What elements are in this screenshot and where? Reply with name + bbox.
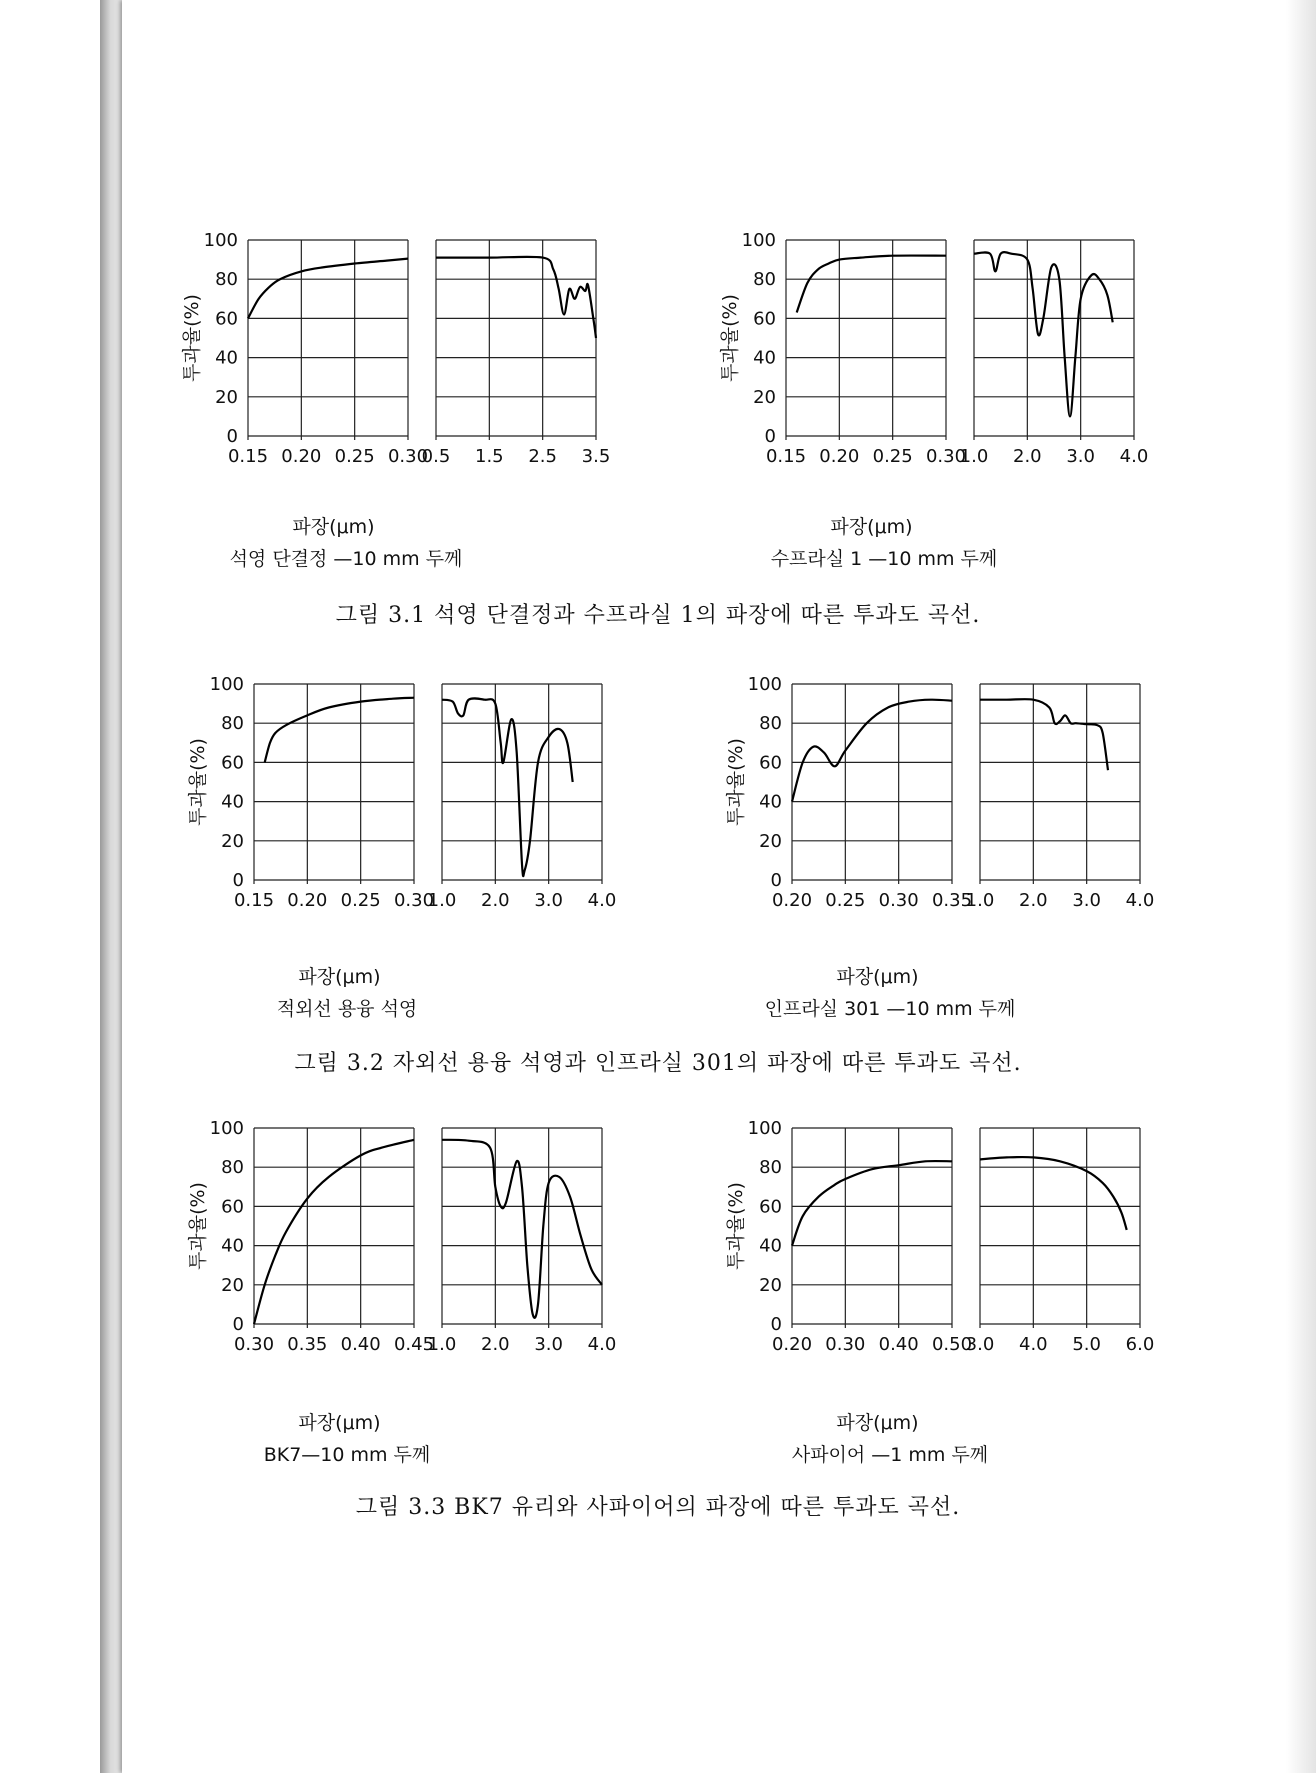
- chart-panel: [422, 240, 611, 467]
- chart-subtitle: BK7—10 mm 두께: [263, 1444, 431, 1466]
- series-line: [265, 698, 414, 763]
- chart-panel: [772, 684, 972, 911]
- y-axis-title: 투과율(%): [725, 738, 747, 826]
- chart-subtitle: 석영 단결정 —10 mm 두께: [229, 548, 463, 570]
- x-tick-label: 4.0: [1019, 1334, 1048, 1355]
- x-tick-label: 0.25: [334, 446, 375, 467]
- y-tick-label: 80: [753, 269, 776, 291]
- x-tick-label: 1.0: [427, 890, 457, 911]
- figure-caption: 그림 3.2 자외선 용융 석영과 인프라실 301의 파장에 따른 투과도 곡선.: [294, 1051, 1022, 1076]
- x-tick-label: 2.0: [481, 1334, 510, 1355]
- x-tick-label: 0.25: [825, 890, 866, 911]
- x-tick-label: 3.0: [1066, 446, 1095, 467]
- chart-bk7: [187, 1118, 622, 1364]
- chart-subtitle: 사파이어 —1 mm 두께: [791, 1444, 989, 1466]
- y-tick-label: 100: [203, 230, 238, 251]
- series-line: [797, 256, 946, 313]
- x-tick-label: 2.0: [1019, 890, 1048, 911]
- y-tick-label: 60: [221, 1196, 244, 1218]
- x-tick-label: 2.0: [1013, 446, 1042, 467]
- chart-svg: [725, 674, 1160, 920]
- x-tick-label: 0.20: [771, 890, 813, 911]
- y-tick-label: 20: [753, 386, 776, 408]
- chart-quartz-crystal: [181, 230, 616, 476]
- chart-subtitle: 적외선 용융 석영: [276, 998, 418, 1020]
- y-tick-label: 60: [221, 752, 244, 774]
- chart-svg: [725, 1118, 1160, 1364]
- y-tick-label: 40: [215, 347, 238, 369]
- figure-caption: 그림 3.3 BK7 유리와 사파이어의 파장에 따른 투과도 곡선.: [355, 1495, 961, 1520]
- figure-caption: 그림 3.1 석영 단결정과 수프라실 1의 파장에 따른 투과도 곡선.: [335, 603, 981, 628]
- y-tick-label: 100: [209, 674, 244, 695]
- y-axis-title: 투과율(%): [187, 738, 209, 826]
- y-tick-label: 80: [215, 269, 238, 291]
- y-tick-label: 40: [759, 1235, 782, 1257]
- x-tick-label: 0.20: [281, 446, 322, 467]
- y-tick-label: 100: [747, 1118, 782, 1139]
- y-axis-title: 투과율(%): [725, 1182, 747, 1270]
- x-tick-label: 4.0: [1119, 446, 1149, 467]
- chart-panel: [966, 684, 1155, 911]
- x-tick-label: 0.30: [233, 1334, 275, 1355]
- series-line: [792, 1161, 952, 1246]
- chart-panel: [428, 1128, 617, 1355]
- chart-svg: [187, 674, 622, 920]
- chart-panel: [234, 684, 434, 911]
- x-axis-title: 파장(μm): [836, 966, 919, 988]
- chart-sapphire: [725, 1118, 1160, 1364]
- x-tick-label: 0.15: [227, 446, 269, 467]
- y-tick-label: 100: [747, 674, 782, 695]
- x-axis-title: 파장(μm): [830, 516, 913, 538]
- x-tick-label: 0.15: [765, 446, 807, 467]
- y-tick-label: 20: [759, 830, 782, 852]
- y-tick-label: 100: [741, 230, 776, 251]
- x-tick-label: 4.0: [1125, 890, 1155, 911]
- y-tick-label: 60: [759, 752, 782, 774]
- x-tick-label: 0.40: [340, 1334, 381, 1355]
- x-axis-title: 파장(μm): [836, 1412, 919, 1434]
- x-tick-label: 0.30: [825, 1334, 866, 1355]
- series-line: [442, 698, 573, 876]
- x-tick-label: 0.20: [819, 446, 860, 467]
- x-tick-label: 0.20: [287, 890, 328, 911]
- y-tick-label: 40: [753, 347, 776, 369]
- x-tick-label: 0.30: [387, 446, 429, 467]
- y-tick-label: 20: [221, 830, 244, 852]
- x-tick-label: 0.30: [393, 890, 435, 911]
- y-tick-label: 0: [764, 426, 776, 447]
- y-tick-label: 40: [221, 1235, 244, 1257]
- y-axis-title: 투과율(%): [181, 294, 203, 382]
- y-tick-label: 20: [215, 386, 238, 408]
- y-tick-label: 80: [759, 713, 782, 735]
- chart-ir-fused-quartz: [187, 674, 622, 920]
- x-axis-title: 파장(μm): [298, 1412, 381, 1434]
- x-tick-label: 3.0: [1072, 890, 1101, 911]
- x-tick-label: 3.0: [965, 1334, 995, 1355]
- x-tick-label: 4.0: [587, 890, 617, 911]
- x-tick-label: 0.25: [340, 890, 381, 911]
- chart-infrasil-301: [725, 674, 1160, 920]
- y-tick-label: 0: [770, 1314, 782, 1335]
- x-tick-label: 0.20: [771, 1334, 813, 1355]
- chart-svg: [181, 230, 616, 476]
- chart-svg: [719, 230, 1154, 476]
- series-line: [980, 1157, 1127, 1230]
- x-tick-label: 0.25: [872, 446, 913, 467]
- y-tick-label: 80: [221, 1157, 244, 1179]
- series-line: [436, 257, 596, 338]
- chart-svg: [187, 1118, 622, 1364]
- x-tick-label: 0.35: [287, 1334, 328, 1355]
- y-tick-label: 80: [221, 713, 244, 735]
- y-axis-title: 투과율(%): [719, 294, 741, 382]
- series-line: [974, 252, 1113, 416]
- chart-suprasil-1: [719, 230, 1154, 476]
- y-axis-title: 투과율(%): [187, 1182, 209, 1270]
- y-tick-label: 60: [753, 308, 776, 330]
- chart-subtitle: 수프라실 1 —10 mm 두께: [770, 548, 998, 570]
- chart-panel: [766, 240, 966, 467]
- x-tick-label: 5.0: [1072, 1334, 1101, 1355]
- x-tick-label: 3.0: [534, 1334, 563, 1355]
- x-tick-label: 1.5: [475, 446, 504, 467]
- x-axis-title: 파장(μm): [292, 516, 375, 538]
- x-tick-label: 0.40: [878, 1334, 919, 1355]
- x-tick-label: 2.5: [528, 446, 557, 467]
- x-tick-label: 0.30: [925, 446, 967, 467]
- series-line: [442, 1140, 602, 1318]
- y-tick-label: 0: [232, 1314, 244, 1335]
- x-tick-label: 4.0: [587, 1334, 617, 1355]
- series-line: [980, 699, 1108, 770]
- x-tick-label: 0.50: [931, 1334, 973, 1355]
- x-tick-label: 6.0: [1125, 1334, 1155, 1355]
- x-tick-label: 3.0: [534, 890, 563, 911]
- x-tick-label: 1.0: [427, 1334, 457, 1355]
- y-tick-label: 60: [215, 308, 238, 330]
- chart-panel: [234, 1128, 434, 1355]
- y-tick-label: 60: [759, 1196, 782, 1218]
- chart-panel: [772, 1128, 972, 1355]
- series-line: [792, 700, 952, 802]
- chart-panel: [960, 240, 1149, 467]
- chart-subtitle: 인프라실 301 —10 mm 두께: [764, 998, 1016, 1020]
- chart-panel: [966, 1128, 1155, 1355]
- x-tick-label: 0.45: [393, 1334, 435, 1355]
- x-axis-title: 파장(μm): [298, 966, 381, 988]
- y-tick-label: 40: [759, 791, 782, 813]
- x-tick-label: 0.5: [421, 446, 451, 467]
- y-tick-label: 20: [759, 1274, 782, 1296]
- y-tick-label: 80: [759, 1157, 782, 1179]
- x-tick-label: 0.15: [233, 890, 275, 911]
- y-tick-label: 0: [770, 870, 782, 891]
- x-tick-label: 1.0: [959, 446, 989, 467]
- chart-panel: [428, 684, 617, 911]
- chart-panel: [228, 240, 428, 467]
- x-tick-label: 1.0: [965, 890, 995, 911]
- y-tick-label: 0: [232, 870, 244, 891]
- x-tick-label: 0.30: [878, 890, 919, 911]
- y-tick-label: 100: [209, 1118, 244, 1139]
- x-tick-label: 0.35: [931, 890, 973, 911]
- y-tick-label: 0: [226, 426, 238, 447]
- x-tick-label: 2.0: [481, 890, 510, 911]
- y-tick-label: 40: [221, 791, 244, 813]
- series-line: [248, 259, 408, 319]
- x-tick-label: 3.5: [581, 446, 611, 467]
- y-tick-label: 20: [221, 1274, 244, 1296]
